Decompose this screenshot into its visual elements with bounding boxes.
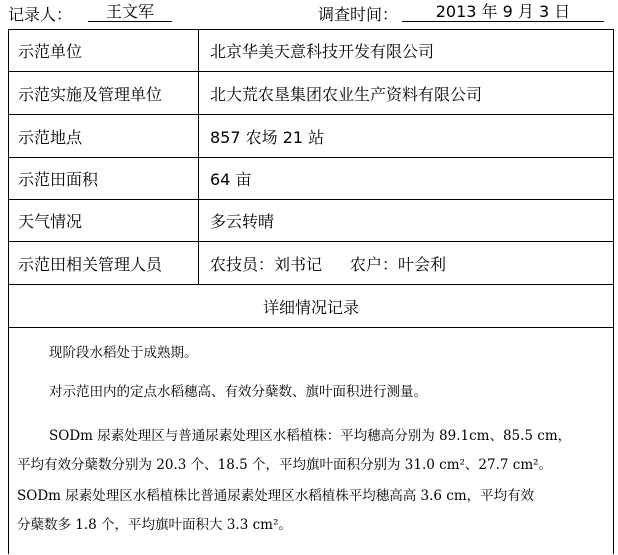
row-value <box>199 242 613 284</box>
row-key: 示范实施及管理单位 <box>9 72 199 114</box>
row-key: 示范单位 <box>9 30 199 71</box>
row-value: 64 亩 <box>210 170 252 189</box>
farmer: 农户：叶会利 <box>350 254 447 274</box>
row-demo-unit <box>9 30 613 72</box>
date-label: 调查时间： <box>318 5 399 24</box>
detail-line: SODm 尿素处理区水稻植株比普通尿素处理区水稻植株平均穗高高 3.6 cm，平均有效 <box>17 488 535 504</box>
survey-date: 2013 年 9 月 3 日 <box>402 2 604 22</box>
detail-paragraph: 现阶段水稻处于成熟期。 <box>49 345 198 361</box>
row-personnel <box>9 242 613 285</box>
row-value: 北大荒农垦集团农业生产资料有限公司 <box>210 84 483 104</box>
detail-paragraph: 对示范田内的定点水稻穗高、有效分蘖数、旗叶面积进行测量。 <box>49 384 427 400</box>
recorder-name: 王文军 <box>88 2 172 22</box>
record-header <box>0 0 618 26</box>
row-value: 北京华美天意科技开发有限公司 <box>210 42 435 61</box>
detail-record <box>9 328 613 555</box>
row-location <box>9 115 613 158</box>
row-key: 示范地点 <box>9 115 199 157</box>
detail-line: SODm 尿素处理区与普通尿素处理区水稻植株：平均穗高分别为 89.1cm、85.5 cm， <box>49 428 572 444</box>
row-area <box>9 158 613 200</box>
technician: 农技员：刘书记 <box>210 254 323 274</box>
row-value: 多云转晴 <box>210 212 275 231</box>
row-key: 天气情况 <box>9 200 199 241</box>
row-value: 857 农场 21 站 <box>210 127 325 147</box>
row-implementing-unit <box>9 72 613 115</box>
row-key: 示范田相关管理人员 <box>9 242 199 284</box>
section-title: 详细情况记录 <box>9 285 613 328</box>
recorder-label: 记录人： <box>8 5 73 24</box>
row-key: 示范田面积 <box>9 158 199 199</box>
detail-line: 平均有效分蘖数分别为 20.3 个、18.5 个，平均旗叶面积分别为 31.0 cm²、27.7 cm²。 <box>17 457 553 473</box>
record-form <box>8 29 614 554</box>
detail-line: 分蘖数多 1.8 个，平均旗叶面积大 3.3 cm²。 <box>17 517 292 533</box>
row-weather <box>9 200 613 242</box>
